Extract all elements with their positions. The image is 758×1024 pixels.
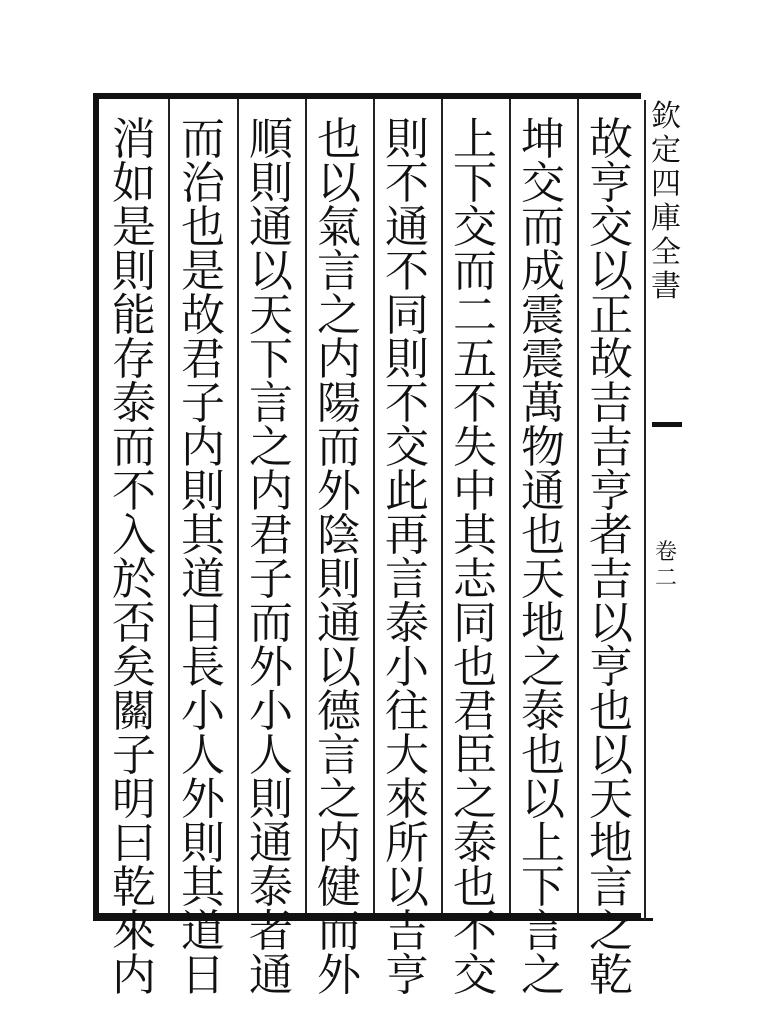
- text-column-5: [309, 114, 369, 1001]
- margin-character: 定: [651, 133, 681, 168]
- text-character: 矣: [112, 642, 156, 693]
- text-character: 而: [317, 422, 361, 473]
- text-character: 不: [453, 378, 497, 429]
- text-character: 通: [249, 818, 293, 869]
- text-character: 消: [112, 114, 156, 165]
- text-character: 以: [589, 246, 633, 297]
- text-character: 外: [317, 466, 361, 517]
- text-character: 則: [385, 114, 429, 165]
- text-character: 明: [112, 774, 156, 825]
- text-character: 故: [589, 334, 633, 385]
- text-character: 内: [112, 950, 156, 1001]
- column-rule: [577, 99, 579, 913]
- margin-character: 全: [651, 235, 681, 270]
- text-character: 子: [181, 378, 225, 429]
- text-character: 也: [453, 642, 497, 693]
- text-character: 外: [181, 774, 225, 825]
- text-character: 亨: [385, 950, 429, 1001]
- text-character: 下: [453, 158, 497, 209]
- text-character: 震: [521, 334, 565, 385]
- text-character: 子: [112, 730, 156, 781]
- text-column-1: [581, 114, 641, 1001]
- text-character: 不: [453, 906, 497, 957]
- juan-number: [646, 540, 686, 592]
- text-character: 泰: [249, 862, 293, 913]
- text-character: 而: [181, 114, 225, 165]
- text-character: 如: [112, 158, 156, 209]
- column-rule: [441, 99, 443, 913]
- text-character: 則: [249, 774, 293, 825]
- text-character: 道: [181, 906, 225, 957]
- text-character: 坤: [521, 114, 565, 165]
- text-character: 天: [521, 554, 565, 605]
- text-character: 以: [589, 730, 633, 781]
- text-character: 而: [453, 246, 497, 297]
- text-character: 臣: [453, 730, 497, 781]
- text-character: 來: [112, 906, 156, 957]
- text-character: 外: [317, 950, 361, 1001]
- text-character: 以: [385, 862, 429, 913]
- text-character: 以: [589, 598, 633, 649]
- text-character: 上: [521, 818, 565, 869]
- text-character: 人: [181, 730, 225, 781]
- text-character: 物: [521, 422, 565, 473]
- column-rule: [509, 99, 511, 913]
- text-character: 之: [317, 290, 361, 341]
- text-character: 吉: [589, 378, 633, 429]
- text-character: 成: [521, 246, 565, 297]
- text-character: 也: [521, 510, 565, 561]
- text-character: 内: [181, 422, 225, 473]
- text-character: 子: [249, 554, 293, 605]
- text-character: 乾: [589, 950, 633, 1001]
- text-character: 乾: [112, 862, 156, 913]
- text-character: 德: [317, 686, 361, 737]
- book-title: [646, 100, 686, 304]
- text-character: 小: [385, 642, 429, 693]
- text-character: 泰: [385, 598, 429, 649]
- text-character: 能: [112, 290, 156, 341]
- text-character: 通: [385, 202, 429, 253]
- text-character: 言: [589, 862, 633, 913]
- text-character: 地: [589, 818, 633, 869]
- text-character: 往: [385, 686, 429, 737]
- text-character: 小: [249, 686, 293, 737]
- text-character: 則: [249, 158, 293, 209]
- text-character: 者: [589, 510, 633, 561]
- text-character: 正: [589, 290, 633, 341]
- text-character: 通: [317, 598, 361, 649]
- column-rule: [305, 99, 307, 913]
- text-character: 萬: [521, 378, 565, 429]
- text-column-2: [513, 114, 573, 1001]
- text-character: 同: [453, 598, 497, 649]
- fish-tail-mark: [652, 422, 682, 446]
- text-character: 不: [385, 378, 429, 429]
- text-character: 則: [181, 466, 225, 517]
- text-character: 外: [249, 642, 293, 693]
- text-character: 君: [249, 510, 293, 561]
- text-character: 二: [453, 290, 497, 341]
- text-character: 交: [453, 950, 497, 1001]
- column-rule: [237, 99, 239, 913]
- text-character: 是: [112, 202, 156, 253]
- text-character: 再: [385, 510, 429, 561]
- text-character: 長: [181, 642, 225, 693]
- text-character: 天: [589, 774, 633, 825]
- text-character: 通: [249, 950, 293, 1001]
- text-character: 失: [453, 422, 497, 473]
- text-character: 泰: [521, 686, 565, 737]
- text-character: 以: [317, 158, 361, 209]
- text-character: 震: [521, 290, 565, 341]
- text-character: 日: [181, 598, 225, 649]
- text-character: 其: [181, 510, 225, 561]
- column-rule: [168, 99, 170, 913]
- text-character: 故: [589, 114, 633, 165]
- text-character: 也: [317, 114, 361, 165]
- text-character: 亨: [589, 158, 633, 209]
- text-character: 泰: [112, 378, 156, 429]
- text-character: 吉: [589, 554, 633, 605]
- text-character: 内: [317, 818, 361, 869]
- text-character: 泰: [453, 818, 497, 869]
- text-character: 内: [249, 466, 293, 517]
- text-character: 也: [181, 202, 225, 253]
- text-character: 言: [249, 378, 293, 429]
- text-character: 下: [249, 334, 293, 385]
- margin-character: 書: [651, 269, 681, 304]
- text-character: 吉: [589, 422, 633, 473]
- text-character: 此: [385, 466, 429, 517]
- text-character: 道: [181, 554, 225, 605]
- text-character: 否: [112, 598, 156, 649]
- text-character: 同: [385, 290, 429, 341]
- text-character: 交: [589, 202, 633, 253]
- text-character: 亨: [589, 642, 633, 693]
- text-character: 地: [521, 598, 565, 649]
- text-character: 也: [521, 730, 565, 781]
- text-character: 之: [249, 422, 293, 473]
- text-character: 所: [385, 818, 429, 869]
- text-character: 下: [521, 862, 565, 913]
- text-character: 通: [521, 466, 565, 517]
- text-character: 志: [453, 554, 497, 605]
- text-character: 於: [112, 554, 156, 605]
- text-character: 之: [589, 906, 633, 957]
- text-character: 其: [181, 862, 225, 913]
- text-character: 交: [521, 158, 565, 209]
- text-character: 則: [181, 818, 225, 869]
- text-character: 之: [521, 950, 565, 1001]
- text-character: 不: [385, 246, 429, 297]
- text-character: 通: [249, 202, 293, 253]
- text-character: 之: [453, 774, 497, 825]
- text-column-7: [173, 114, 233, 1001]
- text-character: 是: [181, 246, 225, 297]
- text-character: 曰: [112, 818, 156, 869]
- text-character: 天: [249, 290, 293, 341]
- text-character: 順: [249, 114, 293, 165]
- text-character: 也: [589, 686, 633, 737]
- text-character: 不: [385, 158, 429, 209]
- text-character: 來: [385, 774, 429, 825]
- text-character: 交: [385, 422, 429, 473]
- text-character: 不: [112, 466, 156, 517]
- text-character: 以: [249, 246, 293, 297]
- text-character: 交: [453, 202, 497, 253]
- text-character: 言: [521, 906, 565, 957]
- text-column-4: [377, 114, 437, 1001]
- margin-character: 卷: [654, 540, 677, 565]
- text-character: 而: [317, 906, 361, 957]
- text-character: 其: [453, 510, 497, 561]
- text-column-6: [241, 114, 301, 1001]
- text-character: 而: [249, 598, 293, 649]
- text-character: 五: [453, 334, 497, 385]
- text-character: 君: [181, 334, 225, 385]
- margin-character: 四: [651, 167, 681, 202]
- text-character: 人: [249, 730, 293, 781]
- text-character: 以: [317, 642, 361, 693]
- text-character: 言: [317, 246, 361, 297]
- text-character: 而: [521, 202, 565, 253]
- text-character: 言: [317, 730, 361, 781]
- column-rule: [373, 99, 375, 913]
- text-character: 治: [181, 158, 225, 209]
- margin-strip: [644, 100, 686, 920]
- text-character: 之: [317, 774, 361, 825]
- text-column-8: [104, 114, 164, 1001]
- text-character: 則: [112, 246, 156, 297]
- text-character: 上: [453, 114, 497, 165]
- text-character: 存: [112, 334, 156, 385]
- text-character: 吉: [385, 906, 429, 957]
- text-column-3: [445, 114, 505, 1001]
- text-character: 者: [249, 906, 293, 957]
- text-character: 陽: [317, 378, 361, 429]
- text-character: 小: [181, 686, 225, 737]
- text-character: 則: [385, 334, 429, 385]
- text-character: 而: [112, 422, 156, 473]
- text-character: 關: [112, 686, 156, 737]
- text-character: 以: [521, 774, 565, 825]
- text-character: 中: [453, 466, 497, 517]
- text-character: 故: [181, 290, 225, 341]
- text-character: 則: [317, 554, 361, 605]
- text-character: 入: [112, 510, 156, 561]
- text-character: 之: [521, 642, 565, 693]
- text-character: 也: [453, 862, 497, 913]
- text-character: 内: [317, 334, 361, 385]
- text-character: 健: [317, 862, 361, 913]
- margin-character: 庫: [651, 201, 681, 236]
- text-character: 言: [385, 554, 429, 605]
- text-character: 君: [453, 686, 497, 737]
- text-character: 亨: [589, 466, 633, 517]
- text-character: 大: [385, 730, 429, 781]
- text-character: 氣: [317, 202, 361, 253]
- margin-character: 二: [654, 566, 677, 591]
- text-character: 陰: [317, 510, 361, 561]
- text-character: 日: [181, 950, 225, 1001]
- margin-character: 欽: [651, 99, 681, 134]
